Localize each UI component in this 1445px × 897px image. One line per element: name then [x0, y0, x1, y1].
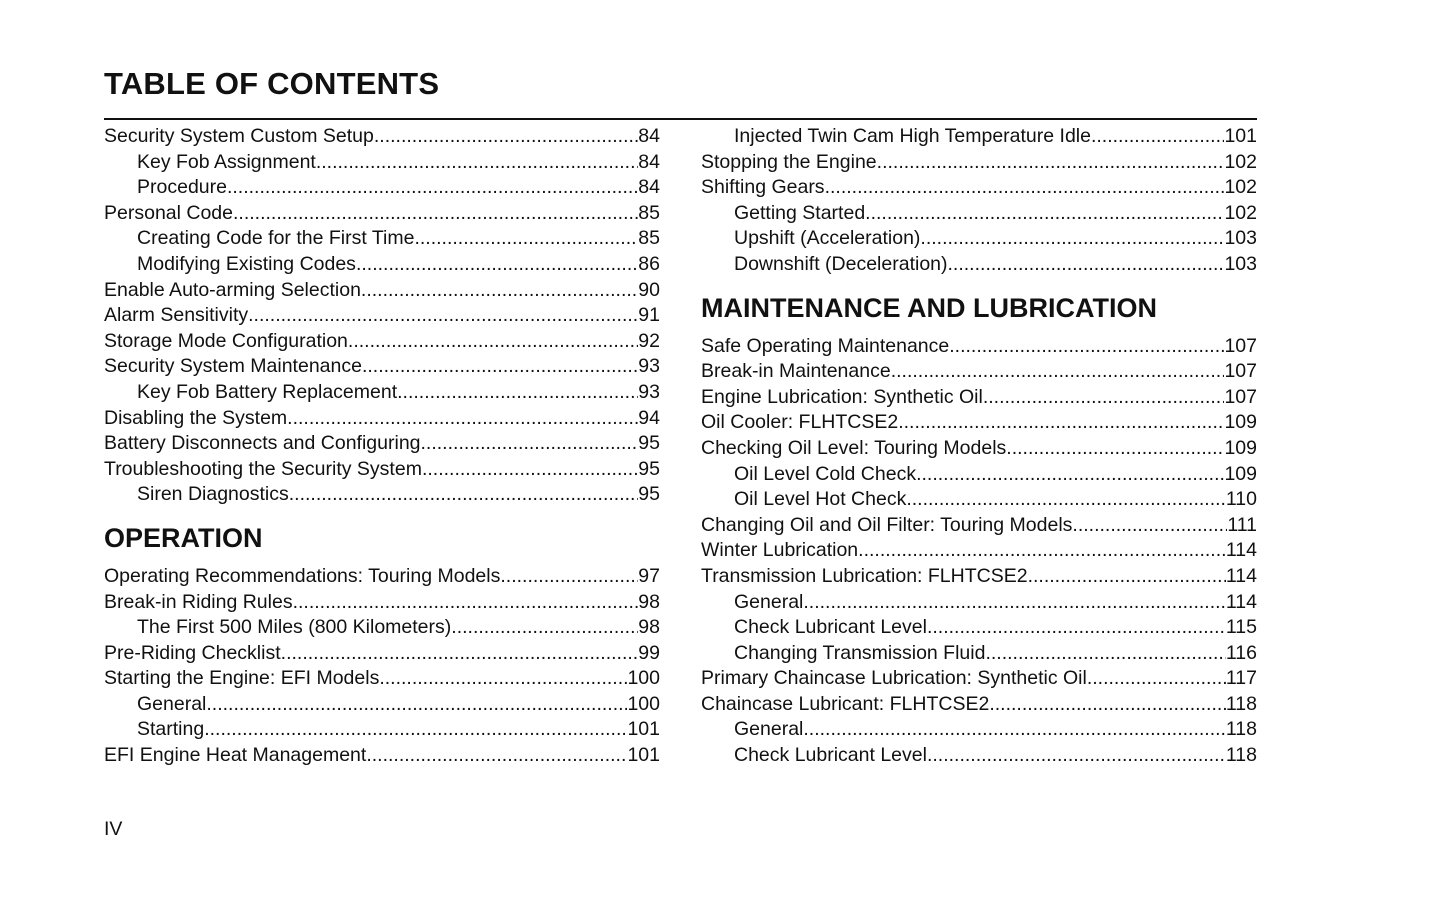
- toc-entry-title: EFI Engine Heat Management: [104, 744, 367, 767]
- dot-leader: [1072, 513, 1227, 539]
- toc-entry-page-number: 98: [638, 590, 660, 613]
- dot-leader: [281, 641, 639, 667]
- toc-entry-security-system-maintenance[interactable]: [104, 354, 660, 380]
- toc-entry-page-number: 101: [1224, 125, 1257, 147]
- toc-entry-title: Troubleshooting the Security System: [104, 457, 422, 480]
- dot-leader: [1028, 564, 1226, 590]
- dot-leader: [206, 692, 627, 718]
- dot-leader: [374, 124, 638, 150]
- dot-leader: [422, 457, 638, 483]
- toc-entry-page-number: 86: [638, 252, 660, 275]
- toc-entry-title: Oil Level Hot Check: [734, 488, 907, 511]
- dot-leader: [451, 615, 638, 641]
- dot-leader: [316, 150, 638, 176]
- toc-entry-stopping-the-engine[interactable]: [701, 150, 1257, 176]
- dot-leader: [898, 410, 1224, 436]
- toc-right-column: [701, 124, 1257, 769]
- dot-leader: [916, 462, 1224, 488]
- dot-leader: [985, 641, 1225, 667]
- toc-entry-title: Procedure: [137, 176, 227, 199]
- toc-entry-chaincase-lubricant-flhtcse2[interactable]: [701, 692, 1257, 718]
- toc-entry-break-in-maintenance[interactable]: [701, 359, 1257, 385]
- toc-entry-title: Creating Code for the First Time: [137, 227, 415, 250]
- dot-leader: [949, 334, 1224, 360]
- toc-entry-title: Oil Cooler: FLHTCSE2: [701, 411, 899, 434]
- toc-entry-title: Shifting Gears: [701, 176, 825, 199]
- toc-entry-title: Winter Lubrication: [701, 539, 859, 562]
- toc-entry-modifying-existing-codes[interactable]: [104, 252, 660, 278]
- toc-entry-key-fob-assignment[interactable]: [104, 150, 660, 176]
- toc-entry-break-in-riding-rules[interactable]: [104, 590, 660, 616]
- toc-entry-oil-level-hot-check[interactable]: [701, 487, 1257, 513]
- toc-entry-checking-oil-level-touring-models[interactable]: [701, 436, 1257, 462]
- toc-entry-check-lubricant-level[interactable]: [701, 743, 1257, 769]
- toc-entry-page-number: 93: [638, 380, 660, 403]
- toc-entry-page-number: 114: [1225, 539, 1257, 562]
- toc-entry-page-number: 99: [638, 641, 660, 664]
- toc-entry-page-number: 101: [627, 718, 660, 741]
- dot-leader: [825, 175, 1225, 201]
- dot-leader: [989, 692, 1226, 718]
- toc-entry-check-lubricant-level[interactable]: [701, 615, 1257, 641]
- toc-entry-oil-level-cold-check[interactable]: [701, 462, 1257, 488]
- toc-entry-page-number: 84: [638, 150, 660, 173]
- title-divider: [104, 118, 1257, 120]
- toc-entry-page-number: 102: [1224, 176, 1257, 199]
- dot-leader: [379, 666, 627, 692]
- toc-entry-engine-lubrication-synthetic-oil[interactable]: [701, 385, 1257, 411]
- dot-leader: [361, 278, 638, 304]
- toc-entry-winter-lubrication[interactable]: [701, 538, 1257, 564]
- toc-entry-title: Oil Level Cold Check: [734, 462, 917, 485]
- toc-entry-title: Chaincase Lubricant: FLHTCSE2: [701, 692, 990, 715]
- toc-entry-changing-oil-and-oil-filter-touring-models[interactable]: [701, 513, 1257, 539]
- toc-entry-page-number: 109: [1224, 462, 1257, 485]
- toc-entry-title: Starting the Engine: EFI Models: [104, 667, 380, 690]
- toc-entry-title: Downshift (Deceleration): [734, 252, 948, 275]
- toc-entry-page-number: 85: [638, 201, 660, 224]
- dot-leader: [287, 406, 638, 432]
- toc-entry-title: Siren Diagnostics: [137, 483, 289, 506]
- toc-entry-page-number: 91: [638, 304, 660, 327]
- dot-leader: [865, 201, 1224, 227]
- toc-entry-title: Checking Oil Level: Touring Models: [701, 436, 1007, 459]
- dot-leader: [348, 329, 638, 355]
- page-number: IV: [104, 818, 123, 840]
- toc-entry-transmission-lubrication-flhtcse2[interactable]: [701, 564, 1257, 590]
- toc-entry-page-number: 107: [1224, 334, 1257, 357]
- dot-leader: [1006, 436, 1224, 462]
- toc-entry-title: Pre-Riding Checklist: [104, 641, 281, 664]
- toc-entry-primary-chaincase-lubrication-synthetic-oil[interactable]: [701, 666, 1257, 692]
- toc-entry-efi-engine-heat-management[interactable]: [104, 743, 660, 769]
- toc-entry-page-number: 85: [638, 227, 660, 250]
- dot-leader: [927, 743, 1226, 769]
- toc-entry-title: Operating Recommendations: Touring Models: [104, 564, 501, 587]
- toc-entry-page-number: 118: [1225, 692, 1257, 715]
- dot-leader: [803, 717, 1226, 743]
- dot-leader: [289, 482, 639, 508]
- toc-entry-page-number: 95: [638, 483, 660, 506]
- toc-entry-troubleshooting-the-security-system[interactable]: [104, 457, 660, 483]
- toc-entry-title: Security System Maintenance: [104, 355, 362, 378]
- toc-entry-alarm-sensitivity[interactable]: [104, 303, 660, 329]
- dot-leader: [233, 201, 638, 227]
- toc-entry-shifting-gears[interactable]: [701, 175, 1257, 201]
- toc-entry-title: Battery Disconnects and Configuring: [104, 432, 421, 455]
- toc-entry-page-number: 100: [627, 667, 660, 690]
- toc-entry-title: Changing Transmission Fluid: [734, 641, 986, 664]
- toc-entry-injected-twin-cam-high-temperature-idle[interactable]: [701, 124, 1257, 150]
- toc-entry-page-number: 84: [638, 125, 660, 147]
- dot-leader: [356, 252, 638, 278]
- page-title: TABLE OF CONTENTS: [104, 66, 440, 101]
- toc-entry-general[interactable]: [104, 692, 660, 718]
- toc-entry-title: Storage Mode Configuration: [104, 329, 348, 352]
- toc-entry-security-system-custom-setup[interactable]: [104, 124, 660, 150]
- toc-entry-downshift-deceleration[interactable]: [701, 252, 1257, 278]
- toc-entry-page-number: 118: [1225, 718, 1257, 741]
- toc-entry-page-number: 95: [638, 457, 660, 480]
- toc-entry-battery-disconnects-and-configuring[interactable]: [104, 431, 660, 457]
- toc-entry-page-number: 84: [638, 176, 660, 199]
- dot-leader: [366, 743, 627, 769]
- dot-leader: [948, 252, 1225, 278]
- dot-leader: [248, 303, 638, 329]
- dot-leader: [227, 175, 638, 201]
- toc-entry-safe-operating-maintenance[interactable]: [701, 334, 1257, 360]
- toc-entry-page-number: 109: [1224, 411, 1257, 434]
- dot-leader: [920, 226, 1224, 252]
- dot-leader: [1087, 666, 1226, 692]
- toc-entry-page-number: 98: [638, 616, 660, 639]
- toc-entry-page-number: 94: [638, 406, 660, 429]
- dot-leader: [877, 150, 1225, 176]
- toc-entry-page-number: 103: [1224, 252, 1257, 275]
- toc-entry-starting-the-engine-efi-models[interactable]: [104, 666, 660, 692]
- toc-entry-title: Break-in Riding Rules: [104, 590, 293, 613]
- toc-entry-upshift-acceleration[interactable]: [701, 226, 1257, 252]
- toc-left-column: [104, 124, 660, 769]
- toc-entry-title: Key Fob Assignment: [137, 150, 316, 173]
- toc-entry-page-number: 107: [1224, 360, 1257, 383]
- toc-entry-operating-recommendations-touring-models[interactable]: [104, 564, 660, 590]
- dot-leader: [421, 431, 639, 457]
- dot-leader: [983, 385, 1225, 411]
- dot-leader: [927, 615, 1226, 641]
- toc-entry-title: Engine Lubrication: Synthetic Oil: [701, 385, 983, 408]
- dot-leader: [1091, 124, 1224, 150]
- toc-entry-title: Injected Twin Cam High Temperature Idle: [734, 125, 1091, 147]
- toc-entry-the-first-500-miles-800-kilometers[interactable]: [104, 615, 660, 641]
- toc-entry-page-number: 111: [1227, 513, 1257, 536]
- toc-entry-title: Check Lubricant Level: [734, 744, 927, 767]
- toc-entry-oil-cooler-flhtcse2[interactable]: [701, 410, 1257, 436]
- toc-entry-title: Getting Started: [734, 201, 866, 224]
- toc-entry-page-number: 116: [1225, 641, 1257, 664]
- toc-entry-general[interactable]: [701, 590, 1257, 616]
- toc-entry-disabling-the-system[interactable]: [104, 406, 660, 432]
- dot-leader: [906, 487, 1226, 513]
- toc-entry-title: Security System Custom Setup: [104, 125, 374, 147]
- toc-entry-title: Safe Operating Maintenance: [701, 334, 950, 357]
- toc-entry-enable-auto-arming-selection[interactable]: [104, 278, 660, 304]
- toc-entry-page-number: 114: [1225, 564, 1257, 587]
- toc-entry-title: General: [137, 692, 207, 715]
- dot-leader: [414, 226, 638, 252]
- toc-entry-title: Transmission Lubrication: FLHTCSE2: [701, 564, 1028, 587]
- toc-entry-getting-started[interactable]: [701, 201, 1257, 227]
- toc-entry-title: Check Lubricant Level: [734, 616, 927, 639]
- toc-entry-page-number: 109: [1224, 436, 1257, 459]
- dot-leader: [293, 590, 639, 616]
- toc-entry-page-number: 102: [1224, 150, 1257, 173]
- toc-entry-title: Changing Oil and Oil Filter: Touring Models: [701, 513, 1073, 536]
- toc-entry-page-number: 114: [1225, 590, 1257, 613]
- toc-entry-title: Break-in Maintenance: [701, 360, 891, 383]
- toc-entry-siren-diagnostics[interactable]: [104, 482, 660, 508]
- toc-entry-storage-mode-configuration[interactable]: [104, 329, 660, 355]
- toc-entry-title: Personal Code: [104, 201, 233, 224]
- toc-entry-title: Upshift (Acceleration): [734, 227, 921, 250]
- dot-leader: [803, 590, 1226, 616]
- toc-entry-page-number: 97: [638, 564, 660, 587]
- toc-entry-pre-riding-checklist[interactable]: [104, 641, 660, 667]
- toc-entry-page-number: 93: [638, 355, 660, 378]
- toc-entry-title: The First 500 Miles (800 Kilometers): [137, 616, 452, 639]
- dot-leader: [204, 717, 627, 743]
- toc-entry-title: General: [734, 718, 804, 741]
- toc-entry-title: Stopping the Engine: [701, 150, 877, 173]
- toc-entry-page-number: 92: [638, 329, 660, 352]
- toc-entry-page-number: 90: [638, 278, 660, 301]
- toc-entry-page-number: 115: [1225, 616, 1257, 639]
- toc-entry-page-number: 103: [1224, 227, 1257, 250]
- toc-entry-creating-code-for-the-first-time[interactable]: [104, 226, 660, 252]
- section-heading-operation: OPERATION: [104, 522, 263, 553]
- toc-entry-title: Alarm Sensitivity: [104, 304, 249, 327]
- toc-entry-title: Primary Chaincase Lubrication: Synthetic Oil: [701, 667, 1087, 690]
- toc-entry-page-number: 102: [1224, 201, 1257, 224]
- toc-entry-title: Disabling the System: [104, 406, 288, 429]
- toc-entry-page-number: 101: [627, 744, 660, 767]
- dot-leader: [858, 538, 1226, 564]
- toc-entry-page-number: 118: [1225, 744, 1257, 767]
- toc-entry-page-number: 100: [627, 692, 660, 715]
- section-heading-maintenance-and-lubrication: MAINTENANCE AND LUBRICATION: [701, 292, 1157, 323]
- toc-entry-personal-code[interactable]: [104, 201, 660, 227]
- dot-leader: [362, 354, 638, 380]
- dot-leader: [891, 359, 1225, 385]
- toc-entry-procedure[interactable]: [104, 175, 660, 201]
- toc-entry-title: Modifying Existing Codes: [137, 252, 356, 275]
- dot-leader: [500, 564, 638, 590]
- toc-entry-key-fob-battery-replacement[interactable]: [104, 380, 660, 406]
- toc-entry-general[interactable]: [701, 717, 1257, 743]
- toc-entry-title: Enable Auto-arming Selection: [104, 278, 361, 301]
- toc-entry-page-number: 117: [1225, 667, 1257, 690]
- toc-entry-page-number: 107: [1224, 385, 1257, 408]
- toc-entry-changing-transmission-fluid[interactable]: [701, 641, 1257, 667]
- toc-entry-title: Starting: [137, 718, 205, 741]
- toc-entry-page-number: 110: [1225, 488, 1257, 511]
- toc-entry-title: General: [734, 590, 804, 613]
- toc-entry-page-number: 95: [638, 432, 660, 455]
- toc-entry-starting[interactable]: [104, 717, 660, 743]
- dot-leader: [397, 380, 638, 406]
- toc-entry-title: Key Fob Battery Replacement: [137, 380, 398, 403]
